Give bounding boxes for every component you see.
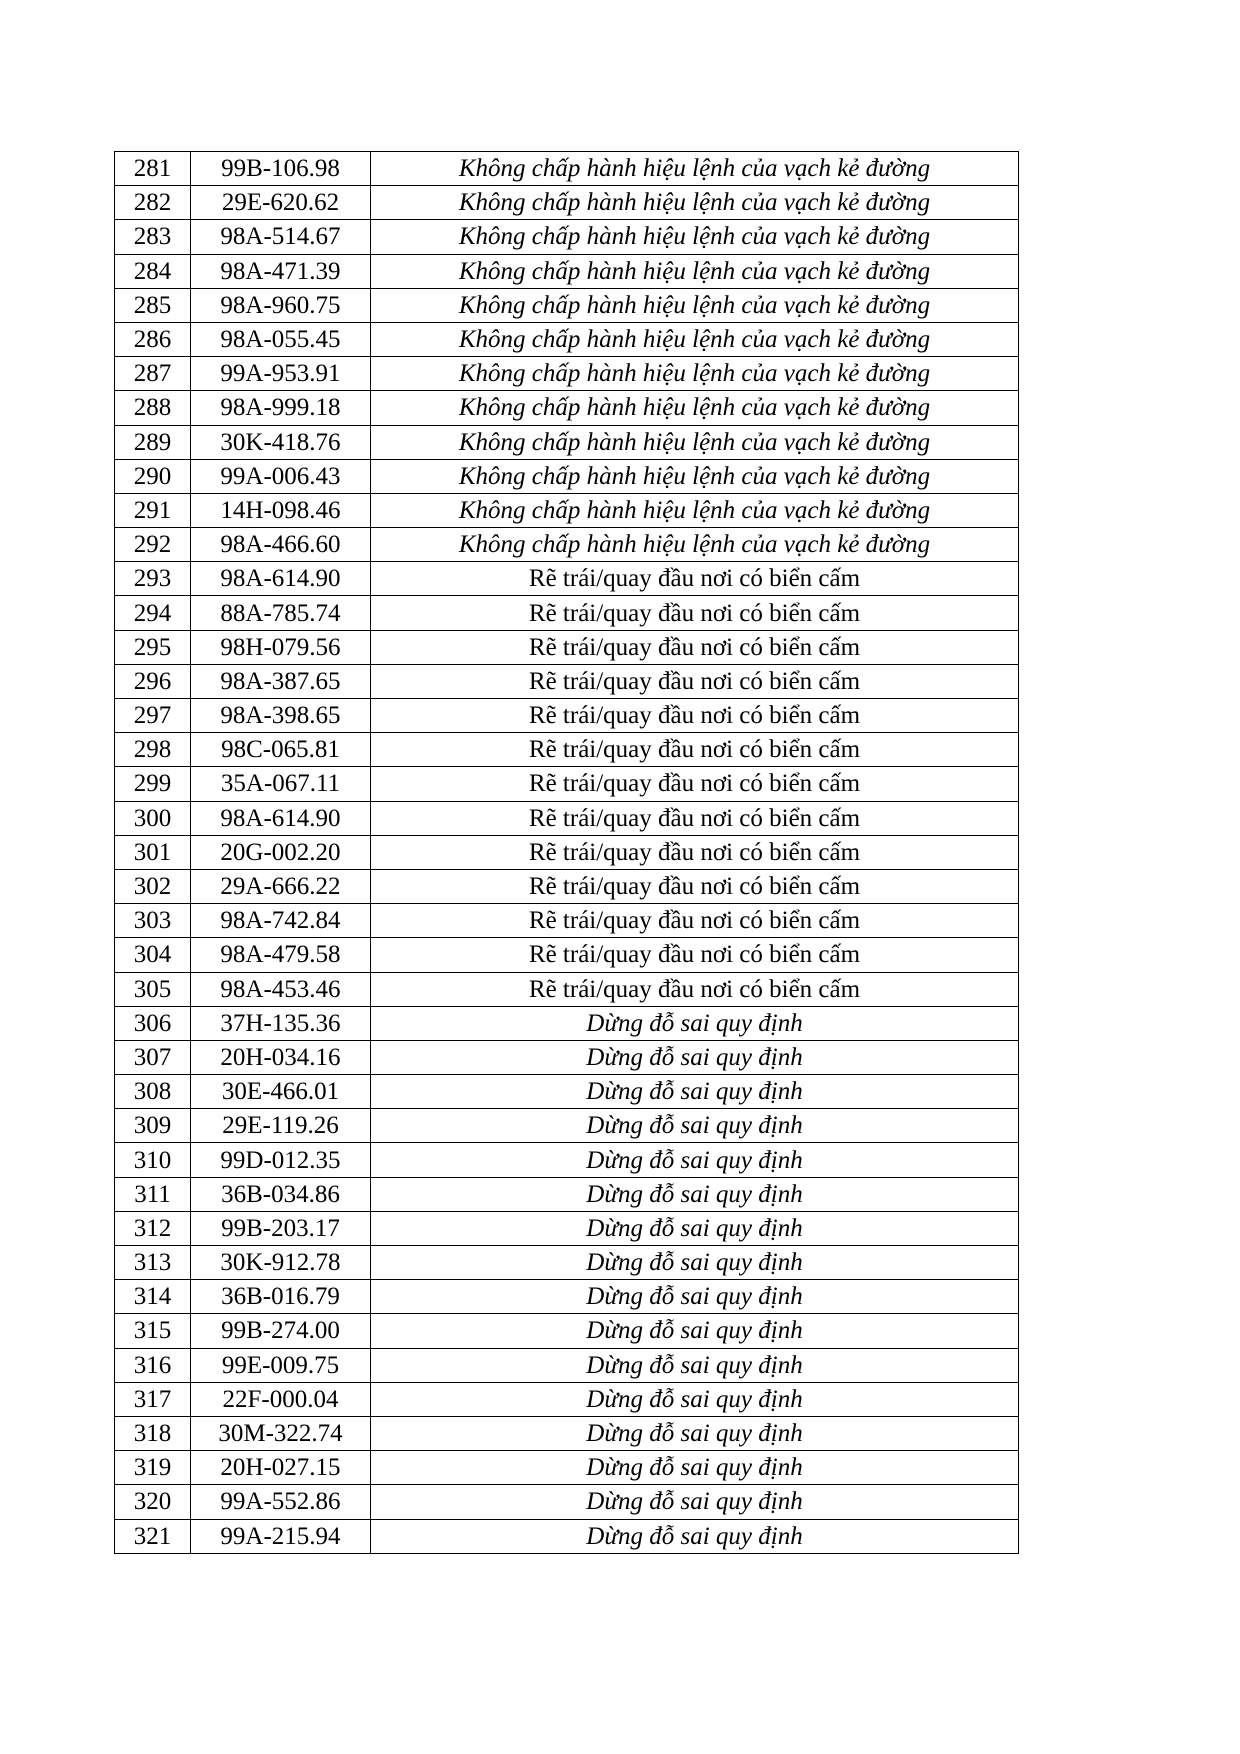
table-row bbox=[115, 1006, 1019, 1040]
license-plate-cell: 29A-666.22 bbox=[191, 869, 371, 903]
table-row bbox=[115, 1109, 1019, 1143]
license-plate-cell: 14H-098.46 bbox=[191, 493, 371, 527]
table-row bbox=[115, 904, 1019, 938]
violation-cell: Rẽ trái/quay đầu nơi có biển cấm bbox=[371, 869, 1019, 903]
table-row bbox=[115, 596, 1019, 630]
row-number-cell: 320 bbox=[115, 1485, 191, 1519]
table-row bbox=[115, 938, 1019, 972]
table-row bbox=[115, 152, 1019, 186]
violation-cell: Dừng đỗ sai quy định bbox=[371, 1485, 1019, 1519]
row-number-cell: 296 bbox=[115, 664, 191, 698]
violation-cell: Dừng đỗ sai quy định bbox=[371, 1416, 1019, 1450]
table-row bbox=[115, 186, 1019, 220]
row-number-cell: 312 bbox=[115, 1211, 191, 1245]
row-number-cell: 316 bbox=[115, 1348, 191, 1382]
row-number-cell: 295 bbox=[115, 630, 191, 664]
table-row bbox=[115, 254, 1019, 288]
license-plate-cell: 88A-785.74 bbox=[191, 596, 371, 630]
row-number-cell: 282 bbox=[115, 186, 191, 220]
row-number-cell: 285 bbox=[115, 288, 191, 322]
violation-cell: Rẽ trái/quay đầu nơi có biển cấm bbox=[371, 733, 1019, 767]
table-row bbox=[115, 1040, 1019, 1074]
violation-cell: Rẽ trái/quay đầu nơi có biển cấm bbox=[371, 699, 1019, 733]
license-plate-cell: 29E-620.62 bbox=[191, 186, 371, 220]
row-number-cell: 294 bbox=[115, 596, 191, 630]
table-row bbox=[115, 288, 1019, 322]
row-number-cell: 299 bbox=[115, 767, 191, 801]
table-row bbox=[115, 459, 1019, 493]
violation-cell: Dừng đỗ sai quy định bbox=[371, 1177, 1019, 1211]
table-row bbox=[115, 322, 1019, 356]
license-plate-cell: 98C-065.81 bbox=[191, 733, 371, 767]
license-plate-cell: 98H-079.56 bbox=[191, 630, 371, 664]
table-row bbox=[115, 1519, 1019, 1553]
license-plate-cell: 98A-471.39 bbox=[191, 254, 371, 288]
row-number-cell: 283 bbox=[115, 220, 191, 254]
violation-cell: Dừng đỗ sai quy định bbox=[371, 1280, 1019, 1314]
violation-cell: Dừng đỗ sai quy định bbox=[371, 1211, 1019, 1245]
violation-cell: Không chấp hành hiệu lệnh của vạch kẻ đường bbox=[371, 186, 1019, 220]
violation-cell: Dừng đỗ sai quy định bbox=[371, 1040, 1019, 1074]
license-plate-cell: 98A-960.75 bbox=[191, 288, 371, 322]
row-number-cell: 286 bbox=[115, 322, 191, 356]
table-row bbox=[115, 1382, 1019, 1416]
license-plate-cell: 99A-215.94 bbox=[191, 1519, 371, 1553]
table-row bbox=[115, 1280, 1019, 1314]
violation-cell: Không chấp hành hiệu lệnh của vạch kẻ đường bbox=[371, 152, 1019, 186]
table-row bbox=[115, 1348, 1019, 1382]
row-number-cell: 301 bbox=[115, 835, 191, 869]
row-number-cell: 293 bbox=[115, 562, 191, 596]
table-row bbox=[115, 1143, 1019, 1177]
violation-cell: Dừng đỗ sai quy định bbox=[371, 1519, 1019, 1553]
row-number-cell: 317 bbox=[115, 1382, 191, 1416]
row-number-cell: 310 bbox=[115, 1143, 191, 1177]
table-row bbox=[115, 493, 1019, 527]
violation-cell: Rẽ trái/quay đầu nơi có biển cấm bbox=[371, 904, 1019, 938]
license-plate-cell: 98A-742.84 bbox=[191, 904, 371, 938]
license-plate-cell: 30E-466.01 bbox=[191, 1075, 371, 1109]
violation-cell: Dừng đỗ sai quy định bbox=[371, 1348, 1019, 1382]
table-row bbox=[115, 1451, 1019, 1485]
license-plate-cell: 30M-322.74 bbox=[191, 1416, 371, 1450]
violation-cell: Không chấp hành hiệu lệnh của vạch kẻ đường bbox=[371, 391, 1019, 425]
table-row bbox=[115, 630, 1019, 664]
table-row bbox=[115, 869, 1019, 903]
violation-cell: Không chấp hành hiệu lệnh của vạch kẻ đường bbox=[371, 254, 1019, 288]
table-row bbox=[115, 1177, 1019, 1211]
row-number-cell: 288 bbox=[115, 391, 191, 425]
license-plate-cell: 35A-067.11 bbox=[191, 767, 371, 801]
table-row bbox=[115, 1416, 1019, 1450]
license-plate-cell: 20G-002.20 bbox=[191, 835, 371, 869]
table-row bbox=[115, 1211, 1019, 1245]
violation-cell: Dừng đỗ sai quy định bbox=[371, 1246, 1019, 1280]
violation-cell: Rẽ trái/quay đầu nơi có biển cấm bbox=[371, 664, 1019, 698]
violations-table bbox=[114, 151, 1019, 1554]
violation-cell: Không chấp hành hiệu lệnh của vạch kẻ đường bbox=[371, 528, 1019, 562]
violation-cell: Không chấp hành hiệu lệnh của vạch kẻ đường bbox=[371, 288, 1019, 322]
table-row bbox=[115, 425, 1019, 459]
row-number-cell: 281 bbox=[115, 152, 191, 186]
license-plate-cell: 37H-135.36 bbox=[191, 1006, 371, 1040]
violation-cell: Dừng đỗ sai quy định bbox=[371, 1006, 1019, 1040]
license-plate-cell: 99A-006.43 bbox=[191, 459, 371, 493]
table-row bbox=[115, 767, 1019, 801]
license-plate-cell: 98A-387.65 bbox=[191, 664, 371, 698]
violation-cell: Rẽ trái/quay đầu nơi có biển cấm bbox=[371, 938, 1019, 972]
row-number-cell: 307 bbox=[115, 1040, 191, 1074]
violation-cell: Rẽ trái/quay đầu nơi có biển cấm bbox=[371, 562, 1019, 596]
row-number-cell: 284 bbox=[115, 254, 191, 288]
violation-cell: Dừng đỗ sai quy định bbox=[371, 1109, 1019, 1143]
license-plate-cell: 98A-055.45 bbox=[191, 322, 371, 356]
table-row bbox=[115, 1246, 1019, 1280]
row-number-cell: 318 bbox=[115, 1416, 191, 1450]
license-plate-cell: 36B-016.79 bbox=[191, 1280, 371, 1314]
license-plate-cell: 99A-552.86 bbox=[191, 1485, 371, 1519]
row-number-cell: 305 bbox=[115, 972, 191, 1006]
license-plate-cell: 98A-453.46 bbox=[191, 972, 371, 1006]
violation-cell: Dừng đỗ sai quy định bbox=[371, 1382, 1019, 1416]
violation-cell: Dừng đỗ sai quy định bbox=[371, 1314, 1019, 1348]
row-number-cell: 290 bbox=[115, 459, 191, 493]
row-number-cell: 319 bbox=[115, 1451, 191, 1485]
license-plate-cell: 29E-119.26 bbox=[191, 1109, 371, 1143]
license-plate-cell: 99B-106.98 bbox=[191, 152, 371, 186]
table-row bbox=[115, 220, 1019, 254]
row-number-cell: 302 bbox=[115, 869, 191, 903]
table-row bbox=[115, 835, 1019, 869]
violation-cell: Không chấp hành hiệu lệnh của vạch kẻ đường bbox=[371, 220, 1019, 254]
row-number-cell: 298 bbox=[115, 733, 191, 767]
violation-cell: Rẽ trái/quay đầu nơi có biển cấm bbox=[371, 596, 1019, 630]
violation-cell: Rẽ trái/quay đầu nơi có biển cấm bbox=[371, 630, 1019, 664]
row-number-cell: 321 bbox=[115, 1519, 191, 1553]
table-row bbox=[115, 972, 1019, 1006]
violation-cell: Không chấp hành hiệu lệnh của vạch kẻ đường bbox=[371, 322, 1019, 356]
row-number-cell: 289 bbox=[115, 425, 191, 459]
table-row bbox=[115, 391, 1019, 425]
license-plate-cell: 36B-034.86 bbox=[191, 1177, 371, 1211]
table-body bbox=[115, 152, 1019, 1554]
violation-cell: Không chấp hành hiệu lệnh của vạch kẻ đường bbox=[371, 459, 1019, 493]
violation-cell: Không chấp hành hiệu lệnh của vạch kẻ đường bbox=[371, 493, 1019, 527]
license-plate-cell: 30K-912.78 bbox=[191, 1246, 371, 1280]
license-plate-cell: 98A-398.65 bbox=[191, 699, 371, 733]
license-plate-cell: 98A-479.58 bbox=[191, 938, 371, 972]
row-number-cell: 304 bbox=[115, 938, 191, 972]
table-row bbox=[115, 1314, 1019, 1348]
license-plate-cell: 98A-514.67 bbox=[191, 220, 371, 254]
license-plate-cell: 30K-418.76 bbox=[191, 425, 371, 459]
license-plate-cell: 98A-466.60 bbox=[191, 528, 371, 562]
table-row bbox=[115, 1485, 1019, 1519]
row-number-cell: 306 bbox=[115, 1006, 191, 1040]
violation-cell: Dừng đỗ sai quy định bbox=[371, 1075, 1019, 1109]
violation-cell: Rẽ trái/quay đầu nơi có biển cấm bbox=[371, 801, 1019, 835]
license-plate-cell: 99A-953.91 bbox=[191, 357, 371, 391]
license-plate-cell: 20H-034.16 bbox=[191, 1040, 371, 1074]
table-row bbox=[115, 357, 1019, 391]
row-number-cell: 300 bbox=[115, 801, 191, 835]
violation-cell: Rẽ trái/quay đầu nơi có biển cấm bbox=[371, 767, 1019, 801]
license-plate-cell: 98A-999.18 bbox=[191, 391, 371, 425]
table-row bbox=[115, 664, 1019, 698]
row-number-cell: 314 bbox=[115, 1280, 191, 1314]
license-plate-cell: 99B-203.17 bbox=[191, 1211, 371, 1245]
violation-cell: Không chấp hành hiệu lệnh của vạch kẻ đường bbox=[371, 425, 1019, 459]
violation-cell: Không chấp hành hiệu lệnh của vạch kẻ đường bbox=[371, 357, 1019, 391]
row-number-cell: 297 bbox=[115, 699, 191, 733]
row-number-cell: 313 bbox=[115, 1246, 191, 1280]
license-plate-cell: 20H-027.15 bbox=[191, 1451, 371, 1485]
row-number-cell: 311 bbox=[115, 1177, 191, 1211]
row-number-cell: 303 bbox=[115, 904, 191, 938]
table-row bbox=[115, 528, 1019, 562]
row-number-cell: 291 bbox=[115, 493, 191, 527]
violation-cell: Rẽ trái/quay đầu nơi có biển cấm bbox=[371, 835, 1019, 869]
license-plate-cell: 98A-614.90 bbox=[191, 562, 371, 596]
row-number-cell: 292 bbox=[115, 528, 191, 562]
license-plate-cell: 99E-009.75 bbox=[191, 1348, 371, 1382]
table-row bbox=[115, 699, 1019, 733]
table-row bbox=[115, 733, 1019, 767]
table-row bbox=[115, 1075, 1019, 1109]
row-number-cell: 287 bbox=[115, 357, 191, 391]
table-row bbox=[115, 801, 1019, 835]
license-plate-cell: 22F-000.04 bbox=[191, 1382, 371, 1416]
row-number-cell: 308 bbox=[115, 1075, 191, 1109]
violation-cell: Dừng đỗ sai quy định bbox=[371, 1451, 1019, 1485]
license-plate-cell: 99B-274.00 bbox=[191, 1314, 371, 1348]
violation-cell: Rẽ trái/quay đầu nơi có biển cấm bbox=[371, 972, 1019, 1006]
license-plate-cell: 99D-012.35 bbox=[191, 1143, 371, 1177]
row-number-cell: 315 bbox=[115, 1314, 191, 1348]
row-number-cell: 309 bbox=[115, 1109, 191, 1143]
violation-cell: Dừng đỗ sai quy định bbox=[371, 1143, 1019, 1177]
table-row bbox=[115, 562, 1019, 596]
license-plate-cell: 98A-614.90 bbox=[191, 801, 371, 835]
